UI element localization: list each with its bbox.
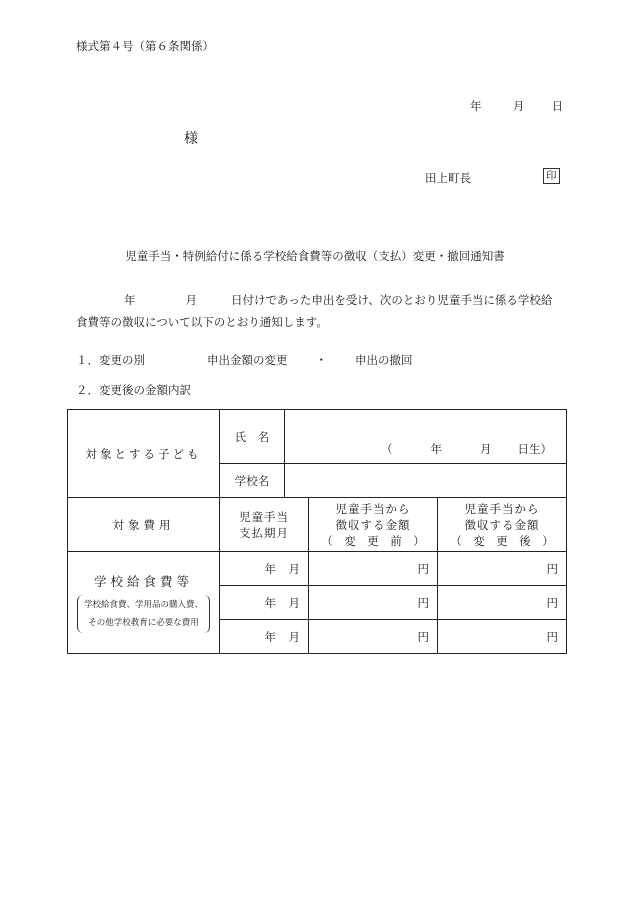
expense-note-line-1: 学校給食費、学用品の購入費、 xyxy=(83,600,203,610)
breakdown-label: ２．変更後の金額内訳 xyxy=(76,383,191,397)
amount-after-field[interactable] xyxy=(438,552,567,586)
yen-unit: 円 xyxy=(417,595,429,610)
period-year: 年 xyxy=(264,595,276,610)
date-year: 年 xyxy=(470,99,482,113)
after-header-line-3: （ 変 更 後 ） xyxy=(450,533,554,548)
addressee-suffix: 様 xyxy=(184,131,198,147)
body-month: 月 xyxy=(185,293,197,307)
cost-header: 対象費用 xyxy=(68,498,220,552)
period-field[interactable] xyxy=(220,586,309,620)
before-header-line-3: （ 変 更 前 ） xyxy=(321,533,425,548)
date-month: 月 xyxy=(512,99,525,113)
period-header-line-2: 支払期月 xyxy=(239,525,289,540)
after-header-line-1: 児童手当から xyxy=(464,501,540,516)
document-title: 児童手当・特例給付に係る学校給食費等の徴収（支払）変更・撤回通知書 xyxy=(125,249,505,263)
yen-unit: 円 xyxy=(546,629,558,644)
school-field[interactable] xyxy=(285,464,567,498)
expense-note xyxy=(77,595,210,633)
option-separator: ・ xyxy=(315,353,327,367)
after-header xyxy=(438,498,567,552)
issuer-name: 田上町長 xyxy=(425,171,471,185)
option-withdrawal[interactable]: 申出の撤回 xyxy=(355,353,413,367)
yen-unit: 円 xyxy=(546,561,558,576)
amount-before-field[interactable] xyxy=(309,586,438,620)
before-header xyxy=(309,498,438,552)
before-header-line-1: 児童手当から xyxy=(335,501,411,516)
amount-after-field[interactable] xyxy=(438,586,567,620)
yen-unit: 円 xyxy=(417,561,429,576)
amount-before-field[interactable] xyxy=(309,620,438,654)
period-year: 年 xyxy=(264,561,276,576)
before-header-line-2: 徴収する金額 xyxy=(335,517,411,532)
period-month: 月 xyxy=(288,595,300,610)
birth-day: 日生） xyxy=(517,442,552,456)
birth-month: 月 xyxy=(480,442,492,456)
seal-mark: 印 xyxy=(543,168,560,184)
birth-open: （ xyxy=(381,442,393,456)
period-month: 月 xyxy=(288,629,300,644)
body-year: 年 xyxy=(124,293,136,307)
child-label: 対象とする子ども xyxy=(68,410,220,498)
school-label: 学校名 xyxy=(220,464,285,498)
period-header-line-1: 児童手当 xyxy=(239,509,289,524)
period-header xyxy=(220,498,309,552)
yen-unit: 円 xyxy=(417,629,429,644)
body-line-1 xyxy=(124,292,552,308)
date-line xyxy=(470,98,563,114)
amount-before-field[interactable] xyxy=(309,552,438,586)
option-amount-change[interactable]: 申出金額の変更 xyxy=(207,353,288,367)
birth-year: 年 xyxy=(430,442,442,456)
amount-after-field[interactable] xyxy=(438,620,567,654)
period-field[interactable] xyxy=(220,552,309,586)
yen-unit: 円 xyxy=(546,595,558,610)
body-line-1-rest: 日付けであった申出を受け、次のとおり児童手当に係る学校給 xyxy=(231,293,553,307)
expense-cell xyxy=(68,552,220,654)
body-line-2: 食費等の徴収について以下のとおり通知します。 xyxy=(76,315,328,329)
expense-note-line-2: その他学校教育に必要な費用 xyxy=(88,618,199,628)
period-month: 月 xyxy=(288,561,300,576)
name-label: 氏 名 xyxy=(220,410,285,464)
date-day: 日 xyxy=(551,99,564,113)
change-type-label: １．変更の別 xyxy=(76,353,145,367)
name-field[interactable] xyxy=(285,410,567,464)
after-header-line-2: 徴収する金額 xyxy=(464,517,540,532)
form-number: 様式第４号（第６条関係） xyxy=(76,39,214,53)
change-type-line xyxy=(76,352,413,368)
period-field[interactable] xyxy=(220,620,309,654)
expense-title: 学校給食費等 xyxy=(93,574,193,589)
period-year: 年 xyxy=(264,629,276,644)
amount-breakdown-table xyxy=(67,409,567,654)
